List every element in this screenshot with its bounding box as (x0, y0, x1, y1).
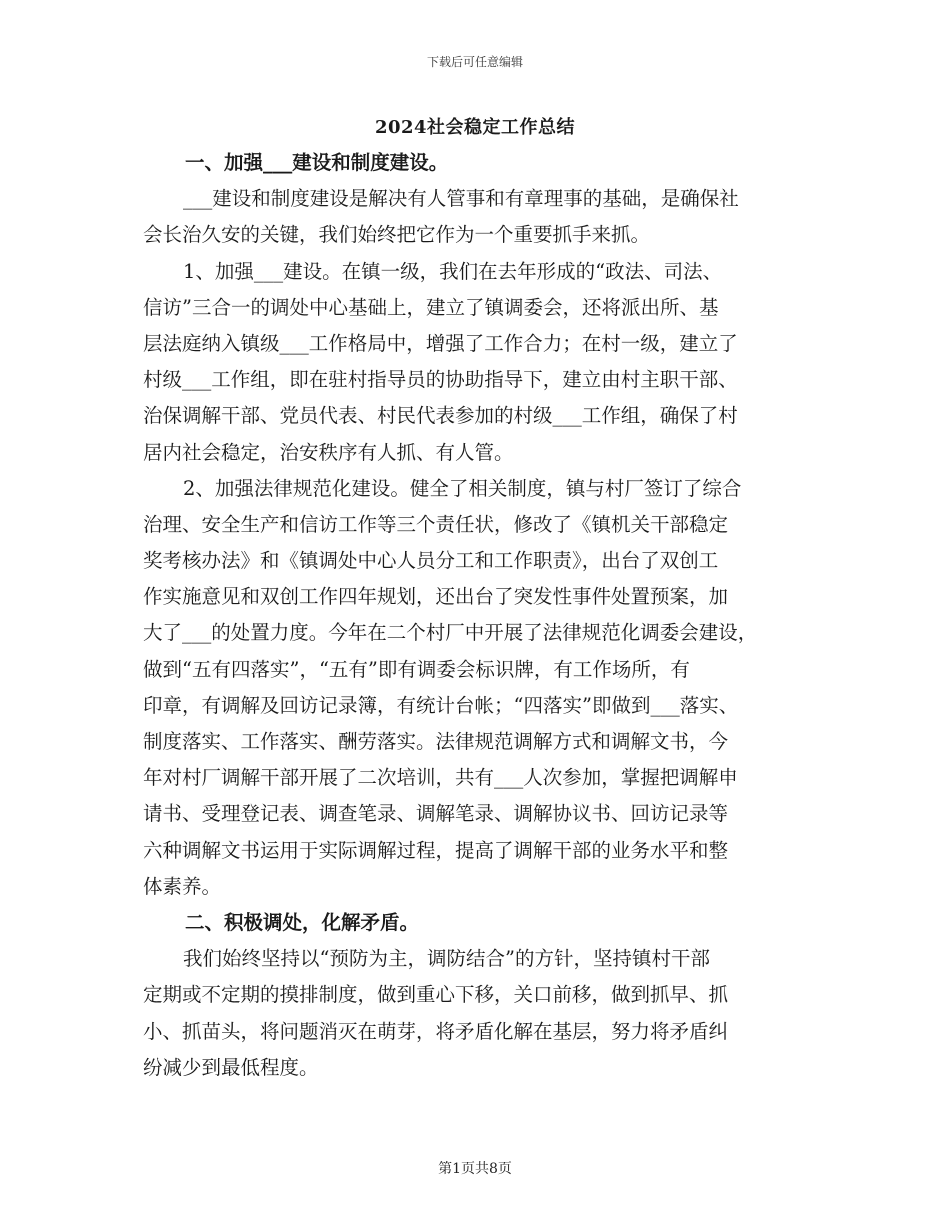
paragraph-line: 六种调解文书运用于实际调解过程，提高了调解干部的业务水平和整 (143, 838, 729, 862)
paragraph-line: 我们始终坚持以“预防为主，调防结合”的方针，坚持镇村干部 (183, 947, 710, 971)
paragraph-line: 会长治久安的关键，我们始终把它作为一个重要抓手来抓。 (143, 223, 651, 247)
paragraph-line: 作实施意见和双创工作四年规划，还出台了突发性事件处置预案，加 (143, 585, 729, 609)
paragraph-line: 居内社会稳定，治安秩序有人抓、有人管。 (143, 440, 514, 464)
paragraph-line: 做到“五有四落实”，“五有”即有调委会标识牌，有工作场所，有 (143, 657, 690, 681)
paragraph-line: 治理、安全生产和信访工作等三个责任状，修改了《镇机关干部稳定 (143, 512, 729, 536)
document-title: 2024社会稳定工作总结 (374, 117, 576, 138)
document-body (143, 145, 823, 1086)
paragraph-line: 体素养。 (143, 874, 222, 898)
paragraph-line: 2、加强法律规范化建设。健全了相关制度，镇与村厂签订了综合 (183, 476, 742, 500)
header-note: 下载后可任意编辑 (426, 55, 523, 69)
paragraph-line: 请书、受理登记表、调查笔录、调解笔录、调解协议书、回访记录等 (143, 802, 729, 826)
paragraph-line: 定期或不定期的摸排制度，做到重心下移，关口前移，做到抓早、抓 (143, 983, 729, 1007)
paragraph-line: 层法庭纳入镇级___工作格局中，增强了工作合力；在村一级，建立了 (143, 331, 738, 355)
paragraph-line: 大了___的处置力度。今年在二个村厂中开展了法律规范化调委会建设， (143, 621, 758, 645)
paragraph-line: 信访”三合一的调处中心基础上，建立了镇调委会，还将派出所、基 (143, 295, 719, 319)
section-heading: 一、加强___建设和制度建设。 (185, 151, 449, 174)
paragraph-line: 年对村厂调解干部开展了二次培训，共有___人次参加，掌握把调解申 (143, 766, 738, 790)
section-heading: 二、积极调处，化解矛盾。 (185, 910, 420, 934)
paragraph-line: 印章，有调解及回访记录簿，有统计台帐；“四落实”即做到___落实、 (143, 693, 739, 717)
paragraph-line: ___建设和制度建设是解决有人管事和有章理事的基础，是确保社 (183, 187, 739, 211)
paragraph-line: 纷减少到最低程度。 (143, 1055, 319, 1079)
paragraph-line: 1、加强___建设。在镇一级，我们在去年形成的“政法、司法、 (183, 259, 723, 283)
paragraph-line: 村级___工作组，即在驻村指导员的协助指导下，建立由村主职干部、 (143, 368, 738, 392)
paragraph-line: 治保调解干部、党员代表、村民代表参加的村级___工作组，确保了村 (143, 404, 738, 428)
paragraph-line: 小、抓苗头，将问题消灭在萌芽，将矛盾化解在基层，努力将矛盾纠 (143, 1019, 729, 1043)
page-number: 第1页共8页 (438, 1161, 512, 1177)
paragraph-line: 奖考核办法》和《镇调处中心人员分工和工作职责》，出台了双创工 (143, 549, 719, 573)
paragraph-line: 制度落实、工作落实、酬劳落实。法律规范调解方式和调解文书，今 (143, 730, 729, 753)
